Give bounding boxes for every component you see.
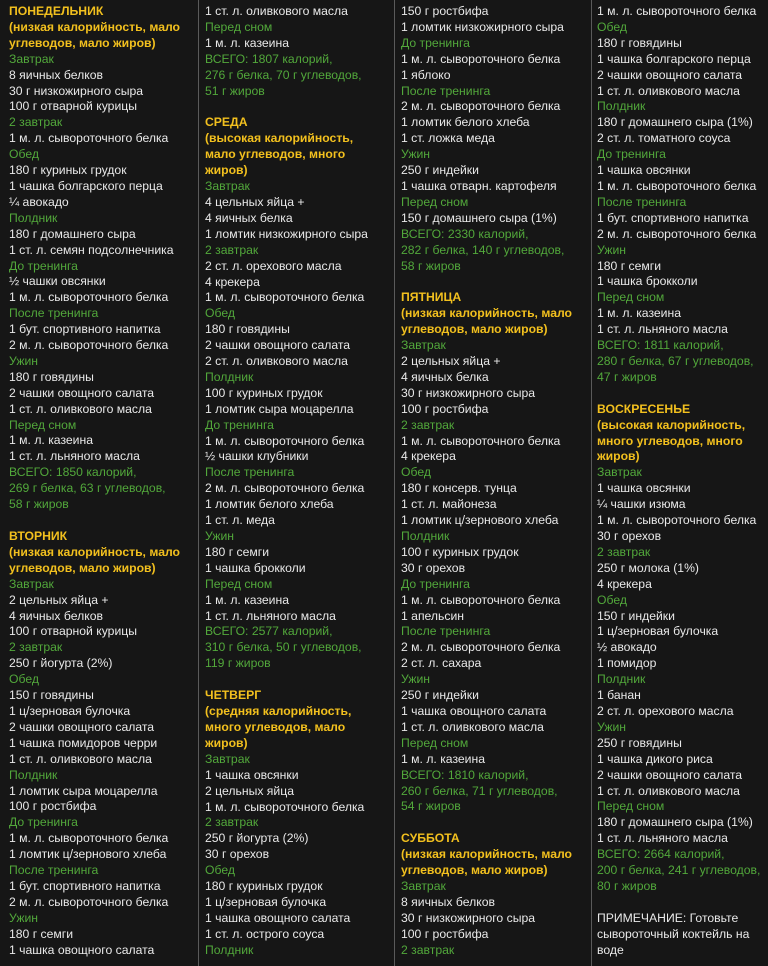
section-gap — [401, 815, 591, 831]
calorie-note: (низкая калорийность, мало — [401, 847, 572, 862]
meal-label: Перед сном — [597, 290, 665, 305]
food-item: 30 г орехов — [597, 529, 662, 543]
food-item: 4 яичных белка — [401, 369, 489, 384]
daily-total: ВСЕГО: 1811 калорий, — [597, 338, 724, 353]
meal-label: После тренинга — [401, 83, 491, 98]
column-1 — [9, 4, 191, 966]
food-item: 4 крекера — [401, 449, 456, 464]
food-item: 250 г индейки — [401, 688, 479, 703]
food-item: 1 яблоко — [401, 67, 451, 82]
calorie-note: (высокая калорийность, — [205, 131, 354, 146]
column-divider — [198, 0, 199, 966]
calorie-note: жиров) — [205, 735, 248, 750]
food-item: 2 чашки овощного салата — [9, 719, 155, 734]
meal-label: 2 завтрак — [9, 640, 63, 655]
food-item: 180 г куриных грудок — [9, 163, 127, 178]
food-item: 100 г куриных грудок — [205, 385, 323, 400]
food-item: 1 ст. л. льняного масла — [9, 449, 140, 464]
daily-total: 282 г белка, 140 г углеводов, — [401, 242, 565, 257]
food-item: 1 чашка овсянки — [205, 767, 299, 782]
food-item: 1 ломтик сыра моцарелла — [9, 783, 158, 798]
calorie-note: (низкая калорийность, мало — [9, 19, 180, 34]
column-divider — [591, 0, 592, 966]
meal-label: После тренинга — [401, 624, 491, 639]
calorie-note: углеводов, мало жиров) — [9, 560, 156, 575]
food-item: 1 м. л. казеина — [597, 306, 681, 321]
day-heading: ВОСКРЕСЕНЬЕ — [597, 401, 691, 416]
food-item: 1 м. л. сывороточного белка — [9, 131, 169, 146]
meal-label: Обед — [205, 306, 235, 321]
meal-label: После тренинга — [597, 194, 687, 209]
food-item: 1 м. л. казеина — [9, 433, 93, 448]
food-item: 1 м. л. сывороточного белка — [401, 592, 561, 607]
meal-label: Перед сном — [205, 19, 273, 34]
meal-label: 2 завтрак — [401, 942, 455, 957]
meal-label: Ужин — [9, 910, 39, 925]
meal-label: 2 завтрак — [401, 417, 455, 432]
meal-label: До тренинга — [401, 35, 470, 50]
daily-total: ВСЕГО: 2330 калорий, — [401, 226, 529, 241]
food-item: 180 г консерв. тунца — [401, 481, 517, 496]
food-item: 1 м. л. сывороточного белка — [205, 290, 365, 305]
food-item: 2 чашки овощного салата — [205, 338, 351, 353]
food-item: 2 ст. л. орехового масла — [205, 258, 342, 273]
food-item: 1 м. л. казеина — [401, 751, 485, 766]
meal-label: После тренинга — [205, 465, 295, 480]
food-item: 150 г говядины — [9, 688, 94, 703]
food-item: 2 чашки овощного салата — [9, 385, 155, 400]
food-item: 1 бут. спортивного напитка — [597, 210, 749, 225]
food-item: 1 ст. л. меда — [205, 513, 275, 528]
food-item: 2 м. л. сывороточного белка — [401, 99, 561, 114]
meal-label: Завтрак — [205, 179, 250, 194]
daily-total: 119 г жиров — [205, 656, 271, 671]
food-item: 100 г ростбифа — [9, 799, 97, 814]
food-item: 1 чашка овсянки — [597, 481, 691, 496]
meal-label: 2 завтрак — [205, 242, 259, 257]
food-item: 1 ст. л. льняного масла — [597, 322, 728, 337]
food-item: 2 цельных яйца — [205, 783, 294, 798]
daily-total: 54 г жиров — [401, 799, 461, 814]
food-item: 1 чашка овсянки — [597, 163, 691, 178]
meal-label: Ужин — [597, 719, 627, 734]
food-item: 1 м. л. сывороточного белка — [401, 433, 561, 448]
column-2 — [205, 4, 390, 966]
food-item: 1 ст. л. майонеза — [401, 497, 497, 512]
day-heading: ЧЕТВЕРГ — [205, 688, 262, 703]
food-item: 250 г молока (1%) — [597, 560, 699, 575]
food-item: 30 г низкожирного сыра — [401, 385, 536, 400]
day-heading: ПЯТНИЦА — [401, 290, 462, 305]
food-item: 1 ц/зерновая булочка — [9, 703, 131, 718]
day-heading: СУББОТА — [401, 831, 460, 846]
calorie-note: углеводов, мало жиров) — [9, 35, 156, 50]
food-item: 4 крекера — [205, 274, 260, 289]
food-item: 250 г йогурта (2%) — [205, 831, 309, 846]
daily-total: 80 г жиров — [597, 878, 657, 893]
calorie-note: (высокая калорийность, — [597, 417, 746, 432]
meal-label: Завтрак — [9, 576, 54, 591]
food-item: 1 ст. л. оливкового масла — [9, 751, 152, 766]
food-item: 1 м. л. казеина — [205, 35, 289, 50]
food-item: ½ авокадо — [597, 640, 657, 655]
food-item: 250 г йогурта (2%) — [9, 656, 113, 671]
food-item: 1 ц/зерновая булочка — [205, 894, 327, 909]
column-divider — [394, 0, 395, 966]
food-item: 180 г говядины — [597, 35, 682, 50]
meal-label: Ужин — [9, 353, 39, 368]
daily-total: 269 г белка, 63 г углеводов, — [9, 481, 166, 496]
column-3 — [401, 4, 591, 966]
meal-label: 2 завтрак — [205, 815, 259, 830]
food-item: ½ чашки клубники — [205, 449, 309, 464]
meal-label: Ужин — [597, 242, 627, 257]
food-item: 2 ст. л. томатного соуса — [597, 131, 731, 146]
day-heading: СРЕДА — [205, 115, 248, 130]
food-item: 2 м. л. сывороточного белка — [205, 481, 365, 496]
meal-label: После тренинга — [9, 306, 99, 321]
food-item: 2 м. л. сывороточного белка — [9, 894, 169, 909]
food-item: 1 ломтик низкожирного сыра — [205, 226, 368, 241]
calorie-note: углеводов, мало жиров) — [401, 322, 548, 337]
meal-label: До тренинга — [401, 576, 470, 591]
food-item: 1 м. л. сывороточного белка — [9, 290, 169, 305]
food-item: 100 г ростбифа — [401, 926, 489, 941]
meal-label: Ужин — [401, 672, 431, 687]
food-item: 30 г орехов — [401, 560, 466, 575]
meal-label: Перед сном — [401, 735, 469, 750]
meal-label: Перед сном — [401, 194, 469, 209]
food-item: 1 ст. л. оливкового масла — [9, 401, 152, 416]
food-item: 1 ломтик белого хлеба — [205, 497, 334, 512]
food-item: 1 чашка брокколи — [597, 274, 698, 289]
food-item: 1 бут. спортивного напитка — [9, 878, 161, 893]
meal-label: После тренинга — [9, 863, 99, 878]
daily-total: 260 г белка, 71 г углеводов, — [401, 783, 558, 798]
food-item: 180 г семги — [597, 258, 662, 273]
food-item: 1 чашка болгарского перца — [597, 51, 751, 66]
day-heading: ВТОРНИК — [9, 529, 68, 543]
food-item: 1 ст. л. льняного масла — [597, 831, 728, 846]
food-item: 1 ломтик ц/зернового хлеба — [9, 847, 167, 862]
meal-label: Обед — [597, 19, 627, 34]
food-item: ¼ чашки изюма — [597, 497, 686, 512]
food-item: 2 цельных яйца + — [401, 354, 501, 369]
food-item: 1 м. л. казеина — [205, 592, 289, 607]
food-item: 180 г говядины — [205, 322, 290, 337]
meal-label: Полдник — [401, 529, 450, 543]
food-item: 250 г говядины — [597, 735, 682, 750]
food-item: ¼ авокадо — [9, 194, 69, 209]
calorie-note: много углеводов, мало — [205, 719, 346, 734]
food-item: 2 ст. л. оливкового масла — [205, 354, 348, 369]
meal-label: Завтрак — [205, 751, 250, 766]
food-item: 2 м. л. сывороточного белка — [401, 640, 561, 655]
daily-total: 47 г жиров — [597, 369, 657, 384]
food-item: 1 ст. л. льняного масла — [205, 608, 336, 623]
meal-label: Перед сном — [597, 799, 665, 814]
section-gap — [205, 99, 390, 115]
food-item: 180 г домашнего сыра (1%) — [597, 115, 753, 130]
meal-label: Полдник — [597, 99, 646, 114]
food-item: 1 чашка овощного салата — [401, 703, 547, 718]
meal-label: Перед сном — [9, 417, 77, 432]
calorie-note: (средняя калорийность, — [205, 704, 352, 719]
food-item: 250 г индейки — [401, 163, 479, 178]
food-item: 150 г ростбифа — [401, 4, 489, 18]
daily-total: 200 г белка, 241 г углеводов, — [597, 863, 761, 878]
meal-label: Обед — [205, 863, 235, 878]
food-item: 180 г домашнего сыра — [9, 226, 136, 241]
food-item: 1 помидор — [597, 656, 657, 671]
food-item: 2 чашки овощного салата — [597, 67, 743, 82]
food-item: 1 банан — [597, 688, 641, 703]
food-item: 8 яичных белков — [9, 67, 103, 82]
food-item: 180 г семги — [9, 926, 74, 941]
daily-total: ВСЕГО: 2577 калорий, — [205, 624, 333, 639]
food-item: 1 ст. л. оливкового масла — [597, 83, 740, 98]
calorie-note: жиров) — [205, 163, 248, 178]
food-item: 4 крекера — [597, 576, 652, 591]
food-item: ½ чашки овсянки — [9, 274, 106, 289]
food-item: 180 г куриных грудок — [205, 879, 323, 894]
food-item: 1 ц/зерновая булочка — [597, 624, 719, 639]
food-item: 1 м. л. сывороточного белка — [597, 513, 757, 528]
food-item: 1 чашка отварн. картофеля — [401, 178, 557, 193]
meal-label: До тренинга — [205, 417, 274, 432]
calorie-note: (низкая калорийность, мало — [9, 544, 180, 559]
meal-label: Завтрак — [401, 879, 446, 894]
calorie-note: углеводов, мало жиров) — [401, 863, 548, 878]
food-item: 8 яичных белков — [401, 894, 495, 909]
food-item: 1 чашка помидоров черри — [9, 735, 158, 750]
food-item: 180 г говядины — [9, 369, 94, 384]
food-item: 1 бут. спортивного напитка — [9, 322, 161, 337]
food-item: 1 ломтик белого хлеба — [401, 115, 530, 130]
food-item: 1 чашка овощного салата — [9, 942, 155, 957]
food-item: 180 г семги — [205, 544, 270, 559]
food-item: 4 яичных белка — [205, 210, 293, 225]
column-4 — [597, 4, 768, 966]
meal-label: 2 завтрак — [597, 544, 651, 559]
meal-label: Обед — [9, 147, 39, 162]
meal-label: Завтрак — [401, 338, 446, 353]
daily-total: ВСЕГО: 2664 калорий, — [597, 847, 725, 862]
food-item: 1 ст. л. оливкового масла — [597, 783, 740, 798]
food-item: 1 м. л. сывороточного белка — [597, 178, 757, 193]
food-item: 100 г ростбифа — [401, 401, 489, 416]
meal-label: Завтрак — [9, 51, 54, 66]
calorie-note: много углеводов, много — [597, 433, 743, 448]
daily-total: 280 г белка, 67 г углеводов, — [597, 353, 754, 368]
meal-label: Полдник — [9, 210, 58, 225]
food-item: 1 чашка дикого риса — [597, 751, 713, 766]
food-item: 30 г низкожирного сыра — [9, 83, 144, 98]
food-item: 1 м. л. сывороточного белка — [205, 799, 365, 814]
daily-total: ВСЕГО: 1810 калорий, — [401, 767, 529, 782]
meal-label: До тренинга — [9, 815, 78, 830]
meal-label: Ужин — [205, 529, 235, 543]
daily-total: 58 г жиров — [9, 497, 69, 512]
meal-label: Полдник — [205, 942, 254, 957]
food-item: 100 г отварной курицы — [9, 99, 137, 114]
meal-label: Обед — [9, 672, 39, 687]
calorie-note: жиров) — [597, 449, 640, 464]
food-item: 1 ст. ложка меда — [401, 131, 495, 146]
meal-label: Полдник — [597, 672, 646, 687]
food-item: 4 яичных белков — [9, 608, 103, 623]
day-heading: ПОНЕДЕЛЬНИК — [9, 4, 104, 18]
food-item: 2 ст. л. сахара — [401, 656, 482, 671]
food-item: 2 м. л. сывороточного белка — [597, 226, 757, 241]
food-item: 1 ст. л. оливкового масла — [401, 719, 544, 734]
section-gap — [597, 386, 768, 402]
food-item: 30 г орехов — [205, 847, 270, 862]
food-item: 2 м. л. сывороточного белка — [9, 338, 169, 353]
daily-total: ВСЕГО: 1807 калорий, — [205, 51, 333, 66]
daily-total: 310 г белка, 50 г углеводов, — [205, 640, 362, 655]
calorie-note: мало углеводов, много — [205, 147, 346, 162]
food-item: 2 цельных яйца + — [9, 592, 109, 607]
food-item: 2 чашки овощного салата — [597, 767, 743, 782]
food-item: 1 м. л. сывороточного белка — [597, 4, 757, 18]
calorie-note: (низкая калорийность, мало — [401, 306, 572, 321]
food-item: 4 цельных яйца + — [205, 194, 305, 209]
section-gap — [401, 274, 591, 290]
section-gap — [205, 672, 390, 688]
meal-label: До тренинга — [9, 258, 78, 273]
meal-label: До тренинга — [597, 147, 666, 162]
food-item: 1 ст. л. семян подсолнечника — [9, 242, 174, 257]
food-item: 150 г домашнего сыра (1%) — [401, 210, 557, 225]
food-item: 1 чашка овощного салата — [205, 910, 351, 925]
food-item: 1 м. л. сывороточного белка — [205, 433, 365, 448]
food-item: 1 ст. л. острого соуса — [205, 926, 325, 941]
daily-total: 58 г жиров — [401, 258, 461, 273]
daily-total: ВСЕГО: 1850 калорий, — [9, 465, 137, 480]
section-gap — [9, 513, 191, 529]
meal-label: Перед сном — [205, 576, 273, 591]
daily-total: 276 г белка, 70 г углеводов, — [205, 67, 362, 82]
food-item: 30 г низкожирного сыра — [401, 910, 536, 925]
food-item: 1 ст. л. оливкового масла — [205, 4, 348, 18]
meal-label: Обед — [401, 465, 431, 480]
food-item: 150 г индейки — [597, 608, 675, 623]
food-item: 1 ломтик ц/зернового хлеба — [401, 513, 559, 528]
meal-label: Полдник — [9, 767, 58, 782]
food-item: 180 г домашнего сыра (1%) — [597, 815, 753, 830]
food-item: 1 м. л. сывороточного белка — [9, 831, 169, 846]
meal-label: Ужин — [401, 147, 431, 162]
meal-label: Завтрак — [597, 465, 642, 480]
food-item: 1 чашка болгарского перца — [9, 178, 163, 193]
food-item: 1 ломтик низкожирного сыра — [401, 19, 564, 34]
food-item: 1 м. л. сывороточного белка — [401, 51, 561, 66]
daily-total: 51 г жиров — [205, 83, 265, 98]
food-item: 1 апельсин — [401, 608, 465, 623]
food-item: 1 чашка брокколи — [205, 560, 306, 575]
meal-label: Обед — [597, 592, 627, 607]
meal-label: Полдник — [205, 369, 254, 384]
food-item: 100 г отварной курицы — [9, 624, 137, 639]
food-item: 100 г куриных грудок — [401, 544, 519, 559]
meal-label: 2 завтрак — [9, 115, 63, 130]
food-item: 2 ст. л. орехового масла — [597, 703, 734, 718]
footnote: ПРИМЕЧАНИЕ: Готовьте сывороточный коктейль на воде — [597, 910, 750, 957]
food-item: 1 ломтик сыра моцарелла — [205, 401, 354, 416]
